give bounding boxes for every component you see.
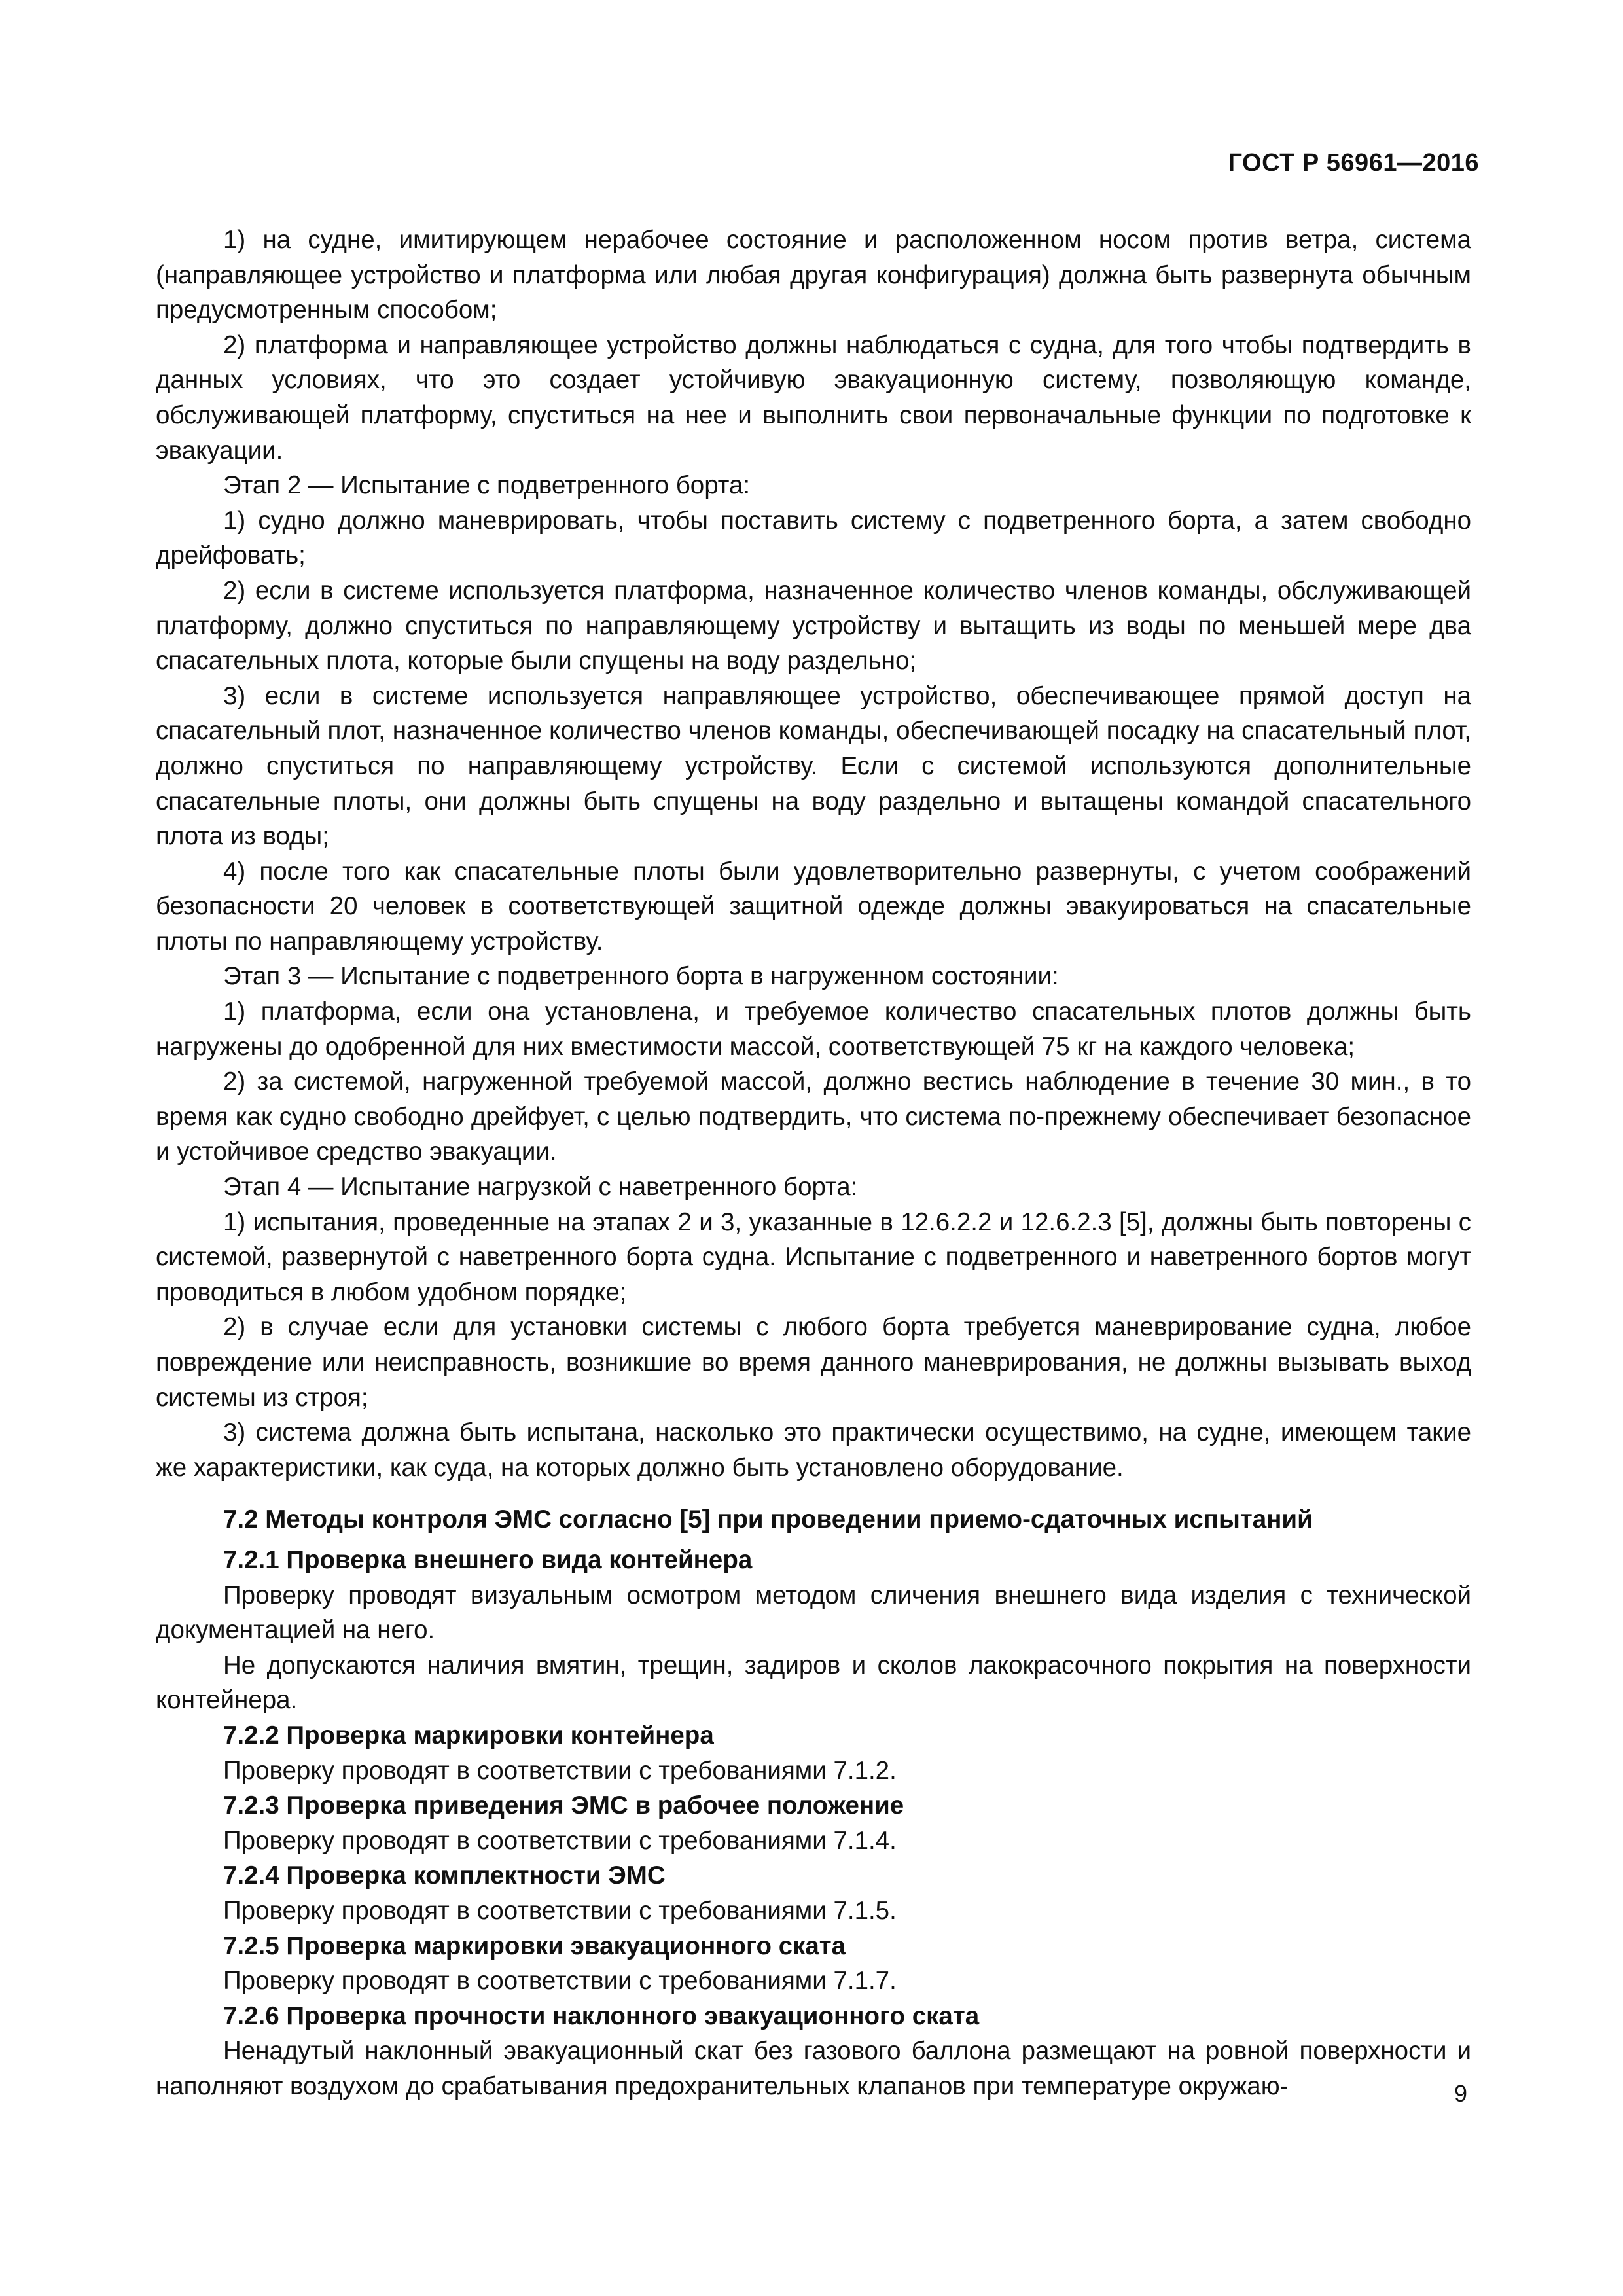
subsection-heading-7-2-2: 7.2.2 Проверка маркировки контейнера: [223, 1721, 714, 1749]
document-id-header: ГОСТ Р 56961—2016: [1228, 149, 1479, 177]
paragraph: Проверку проводят в соответствии с требованиями 7.1.4.: [223, 1826, 897, 1855]
subsection-heading-7-2-1: 7.2.1 Проверка внешнего вида контейнера: [223, 1545, 753, 1574]
page-number: 9: [1454, 2080, 1467, 2107]
paragraph: 1) судно должно маневрировать, чтобы поставить систему с подветренного борта, а затем свободно дрейфовать;: [156, 506, 1471, 570]
paragraph: Не допускаются наличия вмятин, трещин, задиров и сколов лакокрасочного покрытия на поверхности контейнера.: [156, 1651, 1471, 1715]
subsection-heading-7-2-5: 7.2.5 Проверка маркировки эвакуационного ската: [223, 1931, 846, 1960]
stage-heading: Этап 3 — Испытание с подветренного борта в нагруженном состоянии:: [223, 962, 1059, 991]
paragraph: 3) система должна быть испытана, насколько это практически осуществимо, на судне, имеющем такие же характеристики, как суда, на которых должно быть установлено оборудование.: [156, 1418, 1471, 1482]
paragraph: 1) на судне, имитирующем нерабочее состояние и расположенном носом против ветра, система (направляющее устройство и платформа или любая другая конфигурация) должна быть развернута обычным предусмотренным способом;: [156, 226, 1471, 325]
paragraph: Проверку проводят в соответствии с требованиями 7.1.2.: [223, 1756, 897, 1785]
paragraph: 2) за системой, нагруженной требуемой массой, должно вестись наблюдение в течение 30 мин., в то время как судно свободно дрейфует, с целью подтвердить, что система по-прежнему обеспечивает безопасное и устойчивое средство эвакуации.: [156, 1067, 1471, 1166]
stage-heading: Этап 4 — Испытание нагрузкой с наветренного борта:: [223, 1173, 858, 1202]
paragraph: 2) платформа и направляющее устройство должны наблюдаться с судна, для того чтобы подтвердить в данных условиях, что это создает устойчивую эвакуационную систему, позволяющую команде, обслуживающей платформу, спуститься на нее и выполнить свои первоначальные функции по подготовке к эвакуации.: [156, 331, 1471, 465]
subsection-heading-7-2-3: 7.2.3 Проверка приведения ЭМС в рабочее положение: [223, 1791, 904, 1820]
paragraph: 2) если в системе используется платформа, назначенное количество членов команды, обслуживающей платформу, должно спуститься по направляющему устройству и вытащить из воды по меньшей мере два спасательных плота, которые были спущены на воду раздельно;: [156, 576, 1471, 675]
document-body: [156, 223, 1471, 2104]
paragraph: Проверку проводят визуальным осмотром методом сличения внешнего вида изделия с технической документацией на него.: [156, 1581, 1471, 1645]
paragraph: 3) если в системе используется направляющее устройство, обеспечивающее прямой доступ на спасательный плот, назначенное количество членов команды, обеспечивающей посадку на спасательный плот, должно спуститься по направляющему устройству. Если с системой используются дополнительные спасательные плоты, они должны быть спущены на воду раздельно и вытащены командой спасательного плота из воды;: [156, 681, 1471, 851]
paragraph: 4) после того как спасательные плоты были удовлетворительно развернуты, с учетом соображений безопасности 20 человек в соответствующей защитной одежде должны эвакуироваться на спасательные плоты по направляющему устройству.: [156, 857, 1471, 956]
paragraph: Ненадутый наклонный эвакуационный скат без газового баллона размещают на ровной поверхности и наполняют воздухом до срабатывания предохранительных клапанов при температуре окружаю-: [156, 2037, 1471, 2100]
paragraph: 2) в случае если для установки системы с любого борта требуется маневрирование судна, любое повреждение или неисправность, возникшие во время данного маневрирования, не должны вызывать выход системы из строя;: [156, 1313, 1471, 1412]
subsection-heading-7-2-4: 7.2.4 Проверка комплектности ЭМС: [223, 1861, 666, 1890]
paragraph: 1) платформа, если она установлена, и требуемое количество спасательных плотов должны быть нагружены до одобренной для них вместимости массой, соответствующей 75 кг на каждого человека;: [156, 997, 1471, 1061]
paragraph: 1) испытания, проведенные на этапах 2 и 3, указанные в 12.6.2.2 и 12.6.2.3 [5], должны быть повторены с системой, развернутой с наветренного борта судна. Испытание с подветренного и наветренного бортов могут проводиться в любом удобном порядке;: [156, 1208, 1471, 1306]
stage-heading: Этап 2 — Испытание с подветренного борта:: [223, 471, 751, 500]
paragraph: Проверку проводят в соответствии с требованиями 7.1.7.: [223, 1967, 897, 1996]
subsection-heading-7-2-6: 7.2.6 Проверка прочности наклонного эвакуационного ската: [223, 2001, 980, 2030]
paragraph: Проверку проводят в соответствии с требованиями 7.1.5.: [223, 1896, 897, 1925]
section-heading-7-2: 7.2 Методы контроля ЭМС согласно [5] при проведении приемо-сдаточных испытаний: [223, 1505, 1313, 1534]
